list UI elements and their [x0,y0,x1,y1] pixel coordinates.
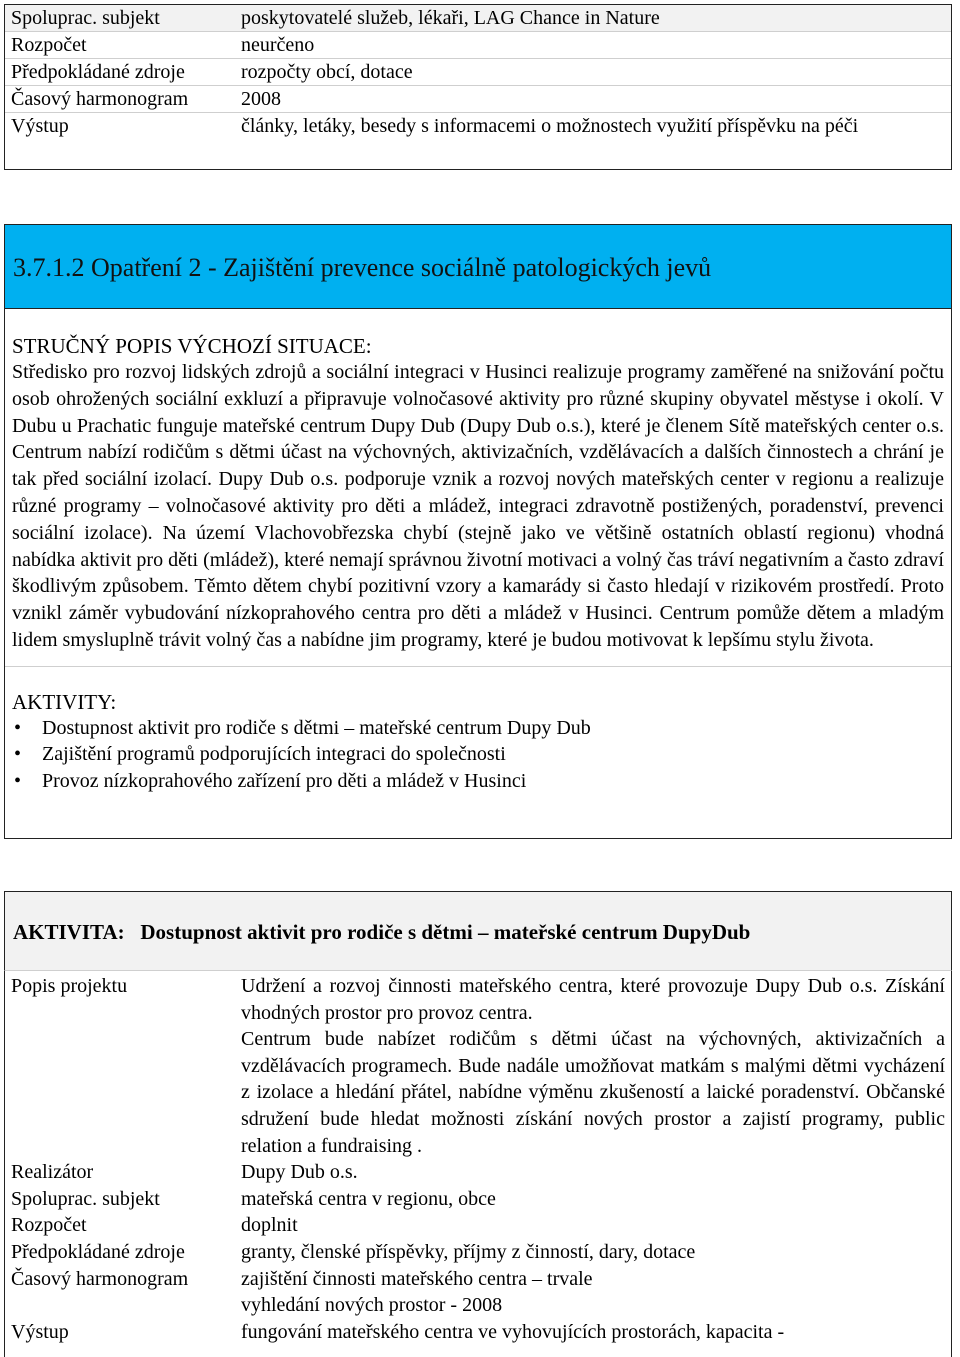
row-label: Realizátor [11,1161,94,1184]
table-row [5,86,951,113]
table-row [5,1319,951,1346]
table-row [5,1239,951,1266]
section-header [4,224,952,309]
divider [5,666,951,667]
row-value: články, letáky, besedy s informacemi o možnostech využití příspěvku na péči [241,115,859,137]
row-label: Rozpočet [11,1214,87,1237]
table-row [5,1186,951,1213]
row-value: Dupy Dub o.s. [241,1161,358,1184]
row-label: Předpokládané zdroje [5,59,235,86]
activities-label: AKTIVITY: [12,689,117,714]
row-value: neurčeno [235,32,951,59]
activity-detail-table [4,970,952,1357]
list-item: • Dostupnost aktivit pro rodiče s dětmi – mateřské centrum Dupy Dub [12,715,944,742]
situation-label: STRUČNÝ POPIS VÝCHOZÍ SITUACE: [12,334,372,358]
harmonogram-line: zajištění činnosti mateřského centra – trvale [241,1267,593,1290]
list-item: • Zajištění programů podporujících integraci do společnosti [12,741,944,768]
list-item: • Provoz nízkoprahového zařízení pro děti a mládež v Husinci [12,768,944,795]
harmonogram-line: vyhledání nových prostor - 2008 [241,1294,503,1317]
table-row [5,971,951,1159]
table-row [5,5,951,32]
row-value [235,1266,951,1319]
situation-box [4,308,952,839]
activity-title: AKTIVITA: Dostupnost aktivit pro rodiče s dětmi – mateřské centrum DupyDub [13,920,751,944]
row-label: Rozpočet [5,32,235,59]
top-table [5,5,951,139]
row-label: Popis projektu [11,975,128,997]
table-row [5,32,951,59]
top-project-table [4,4,952,170]
row-label: Výstup [11,1320,69,1343]
popis-text: Udržení a rozvoj činnosti mateřského centra, které provozuje Dupy Dub o.s. Získání vhodných prostor pro provoz centra. [241,975,945,1024]
situation-text: Středisko pro rozvoj lidských zdrojů a sociální integraci v Husinci realizuje programy zaměřené na snižování počtu osob ohrožených sociální exkluzí a připravuje volnočasové aktivity pro různé skupiny obyvatel městyse i okolí. V Dubu u Prachatic funguje mateřské centrum Dupy Dub (Dupy Dub o.s.), které je členem Sítě mateřských center o.s. Centrum nabízí rodičům s dětmi účast na výchovných, aktivizačních, vzdělávacích a dalších činnostech a chrání je tak před sociální izolací. Dupy Dub o.s. podporuje vznik a rozvoj nových mateřských center v regionu a realizuje různé programy – volnočasové aktivity pro děti a mládež, integraci zdravotně postižených, poradenství, prevenci sociální izolace). Na území Vlachovobřezska chybí (stejně jako ve většině ostatních oblastí regionu) vhodná nabídka aktivit pro děti (mládež), které nemají správnou životní motivaci a volný čas tráví negativním a často zdraví škodlivým způsobem. Těmto dětem chybí pozitivní vzory a kamarády si často hledají v rizikovém prostředí. Proto vznikl záměr vybudování nízkoprahového centra pro děti a mládež v Husinci. Centrum pomůže dětem a mladým lidem smysluplně trávit volný čas a nabídne jim programy, které je budou motivovat k lepšímu stylu života. [12,361,944,651]
row-label: Časový harmonogram [5,86,235,113]
table-row [5,1212,951,1239]
activities-list [12,715,944,795]
row-value: poskytovatelé služeb, lékaři, LAG Chance in Nature [235,5,951,32]
row-value: mateřská centra v regionu, obce [241,1187,496,1210]
row-label: Spoluprac. subjekt [11,1187,160,1210]
popis-text-2: Centrum bude nabízet rodičům s dětmi účast na výchovných, aktivizačních a vzdělávacích programech. Bude nadále umožňovat matkám s malými dětmi vycházení z izolace a hledání přátel, nabídne výměnu zkušeností a laické poradenství. Občanské sdružení bude hledat možnosti získání nových prostor a zajistí programy, public relation a fundraising . [241,1028,945,1157]
detail-table [5,971,951,1345]
activity-header [4,891,952,970]
row-label: Časový harmonogram [11,1267,189,1290]
table-row [5,59,951,86]
row-value: 2008 [235,86,951,113]
row-value: fungování mateřského centra ve vyhovujících prostorách, kapacita - [241,1320,785,1343]
row-value [235,971,951,1159]
table-row [5,1159,951,1186]
section-title: 3.7.1.2 Opatření 2 - Zajištění prevence sociálně patologických jevů [13,253,712,282]
row-value: doplnit [241,1214,298,1237]
row-label: Předpokládané zdroje [11,1240,185,1263]
row-value: granty, členské příspěvky, příjmy z činností, dary, dotace [241,1240,696,1263]
table-row [5,113,951,140]
row-value: rozpočty obcí, dotace [235,59,951,86]
row-label: Spoluprac. subjekt [5,5,235,32]
row-label: Výstup [11,115,69,137]
table-row [5,1266,951,1319]
